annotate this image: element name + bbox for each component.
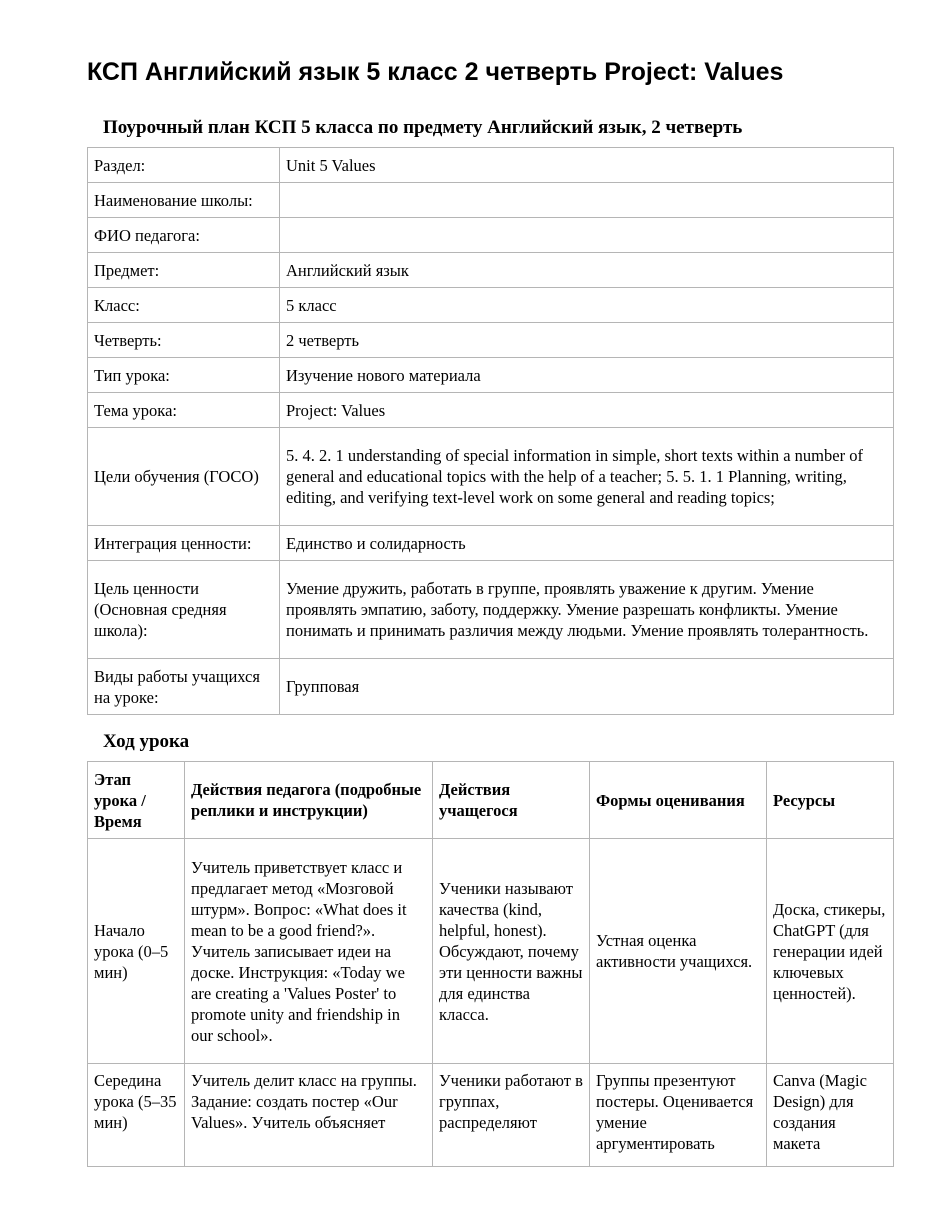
cell-text: Ученики работают в группах, распределяют [439, 1071, 583, 1132]
header-student-actions: Действия учащегося [433, 762, 590, 839]
lesson-table-header [88, 762, 894, 839]
header-resources: Ресурсы [767, 762, 894, 839]
header-assessment: Формы оценивания [590, 762, 767, 839]
info-row-grade [88, 288, 894, 323]
info-value: Изучение нового материала [280, 358, 894, 393]
info-row-subject [88, 253, 894, 288]
info-label: Цель ценности (Основная средняя школа): [88, 561, 280, 659]
info-label: Четверть: [88, 323, 280, 358]
lesson-flow-table [87, 761, 894, 1167]
info-row-lesson-type [88, 358, 894, 393]
info-label: ФИО педагога: [88, 218, 280, 253]
info-row-topic [88, 393, 894, 428]
cell-resources [767, 1064, 894, 1167]
plan-heading: Поурочный план КСП 5 класса по предмету Английский язык, 2 четверть [103, 117, 743, 138]
cell-text: Середина урока (5–35 мин) [94, 1071, 177, 1132]
info-label: Раздел: [88, 148, 280, 183]
info-value [280, 218, 894, 253]
cell-assessment: Устная оценка активности учащихся. [590, 839, 767, 1064]
lesson-row-middle [88, 1064, 894, 1167]
cell-assessment [590, 1064, 767, 1167]
info-label: Класс: [88, 288, 280, 323]
header-teacher-actions: Действия педагога (подробные реплики и инструкции) [185, 762, 433, 839]
info-row-work-types [88, 659, 894, 715]
info-label: Предмет: [88, 253, 280, 288]
info-value: Project: Values [280, 393, 894, 428]
info-value: 2 четверть [280, 323, 894, 358]
info-value: Unit 5 Values [280, 148, 894, 183]
cell-teacher-actions [185, 1064, 433, 1167]
cell-resources: Доска, стикеры, ChatGPT (для генерации идей ключевых ценностей). [767, 839, 894, 1064]
cell-text: Учитель делит класс на группы. Задание: создать постер «Our Values». Учитель объясняет [191, 1071, 417, 1132]
info-value: Английский язык [280, 253, 894, 288]
info-row-section [88, 148, 894, 183]
info-value: Умение дружить, работать в группе, проявлять уважение к другим. Умение проявлять эмпатию, заботу, поддержку. Умение разрешать конфликты. Умение понимать и принимать различия между людьми. Умение проявлять толерантность. [280, 561, 894, 659]
info-label: Наименование школы: [88, 183, 280, 218]
info-label: Тема урока: [88, 393, 280, 428]
info-value: 5 класс [280, 288, 894, 323]
lesson-row-start [88, 839, 894, 1064]
cell-text: Группы презентуют постеры. Оценивается умение аргументировать [596, 1071, 754, 1153]
lesson-info-table [87, 147, 894, 715]
info-row-value-goal [88, 561, 894, 659]
info-value: Групповая [280, 659, 894, 715]
cell-stage: Начало урока (0–5 мин) [88, 839, 185, 1064]
cell-text: Canva (Magic Design) для создания макета [773, 1071, 867, 1153]
cell-stage [88, 1064, 185, 1167]
info-label: Виды работы учащихся на уроке: [88, 659, 280, 715]
info-row-value-integration [88, 526, 894, 561]
cell-student-actions [433, 1064, 590, 1167]
info-label: Интеграция ценности: [88, 526, 280, 561]
info-row-learning-goals [88, 428, 894, 526]
header-stage: Этап урока / Время [88, 762, 185, 839]
info-row-quarter [88, 323, 894, 358]
info-value: Единство и солидарность [280, 526, 894, 561]
info-row-school [88, 183, 894, 218]
cell-teacher-actions: Учитель приветствует класс и предлагает метод «Мозговой штурм». Вопрос: «What does it mean to be a good friend?». Учитель записывает идеи на доске. Инструкция: «Today we are creating a 'Values Poster' to promote unity and friendship in our school». [185, 839, 433, 1064]
info-label: Тип урока: [88, 358, 280, 393]
info-value: 5. 4. 2. 1 understanding of special information in simple, short texts within a number of general and educational topics with the help of a teacher; 5. 5. 1. 1 Planning, writing, editing, and verifying text-level work on some general and reading topics; [280, 428, 894, 526]
info-row-teacher [88, 218, 894, 253]
info-value [280, 183, 894, 218]
document-title: КСП Английский язык 5 класс 2 четверть Project: Values [87, 58, 784, 86]
lesson-flow-heading: Ход урока [103, 731, 190, 752]
info-label: Цели обучения (ГОСО) [88, 428, 280, 526]
cell-student-actions: Ученики называют качества (kind, helpful, honest). Обсуждают, почему эти ценности важны для единства класса. [433, 839, 590, 1064]
